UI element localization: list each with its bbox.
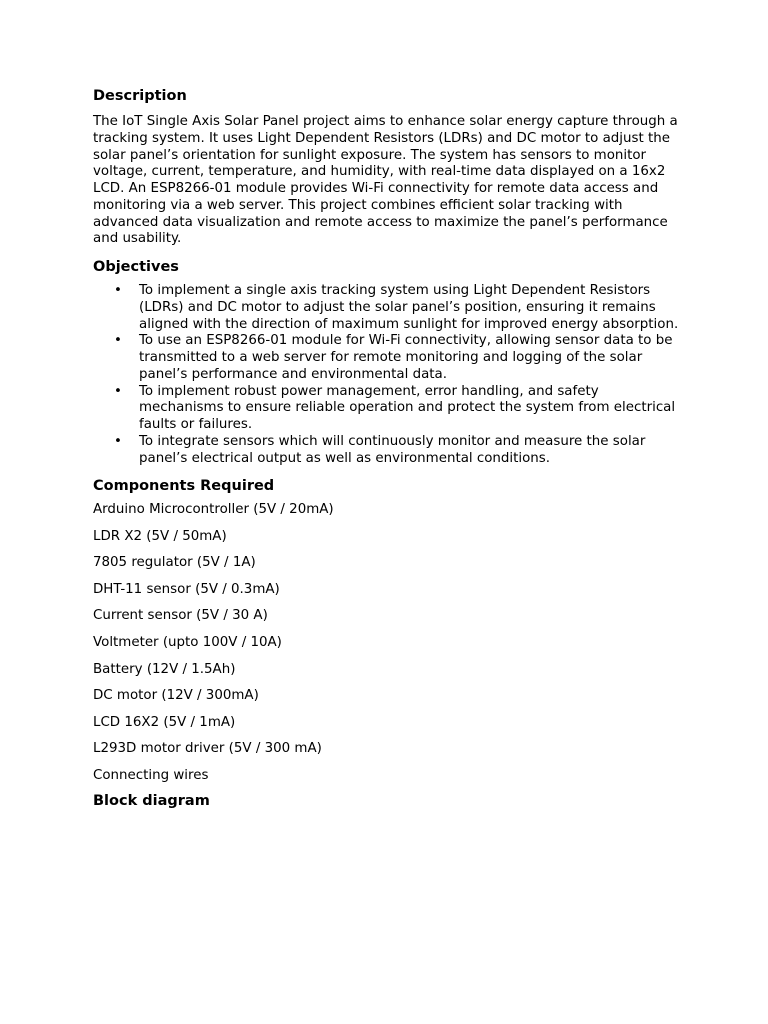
component-item: Voltmeter (upto 100V / 10A) <box>93 634 282 650</box>
bullet-icon: • <box>114 333 122 349</box>
block-diagram-heading: Block diagram <box>93 793 210 810</box>
objective-item <box>93 333 683 383</box>
objective-text: To implement robust power management, error handling, and safety mechanisms to ensure reliable operation and protect the system from electrical faults or failures. <box>139 383 676 432</box>
bullet-icon: • <box>114 283 122 298</box>
objective-text: To use an ESP8266-01 module for Wi-Fi connectivity, allowing sensor data to be transmitted to a web server for remote monitoring and logging of the solar panel’s performance and environmental data. <box>139 333 673 382</box>
component-item: 7805 regulator (5V / 1A) <box>93 555 256 571</box>
objectives-list <box>93 283 683 467</box>
component-item: LDR X2 (5V / 50mA) <box>93 528 227 544</box>
component-item: Battery (12V / 1.5Ah) <box>93 661 236 677</box>
description-heading: Description <box>93 88 187 104</box>
components-heading: Components Required <box>93 478 275 495</box>
component-item: Connecting wires <box>93 767 209 783</box>
component-item: Arduino Microcontroller (5V / 20mA) <box>93 502 334 518</box>
objectives-heading: Objectives <box>93 259 179 275</box>
component-item: Current sensor (5V / 30 A) <box>93 608 268 624</box>
objective-item <box>93 434 683 468</box>
bullet-icon: • <box>114 433 122 449</box>
objective-text: To integrate sensors which will continuously monitor and measure the solar panel’s electrical output as well as environmental conditions. <box>139 433 646 466</box>
objective-item <box>93 384 683 434</box>
component-item: L293D motor driver (5V / 300 mA) <box>93 741 322 757</box>
document-content <box>93 86 683 811</box>
component-item: DHT-11 sensor (5V / 0.3mA) <box>93 581 280 597</box>
objective-text: To implement a single axis tracking system using Light Dependent Resistors (LDRs) and DC motor to adjust the solar panel’s position, ensuring it remains aligned with the direction of maximum sunlight for improved energy absorption. <box>139 283 679 332</box>
objective-item <box>93 283 683 333</box>
component-item: DC motor (12V / 300mA) <box>93 688 259 704</box>
description-paragraph: The IoT Single Axis Solar Panel project aims to enhance solar energy capture through a tracking system. It uses Light Dependent Resistors (LDRs) and DC motor to adjust the solar panel’s orientation for sunlight exposure. The system has sensors to monitor voltage, current, temperature, and humidity, with real-time data displayed on a 16x2 LCD. An ESP8266-01 module provides Wi-Fi connectivity for remote data access and monitoring via a web server. This project combines efficient solar tracking with advanced data visualization and remote access to maximize the panel’s performance and usability. <box>93 114 678 247</box>
bullet-icon: • <box>114 383 122 399</box>
components-list <box>93 502 683 784</box>
component-item: LCD 16X2 (5V / 1mA) <box>93 714 236 730</box>
